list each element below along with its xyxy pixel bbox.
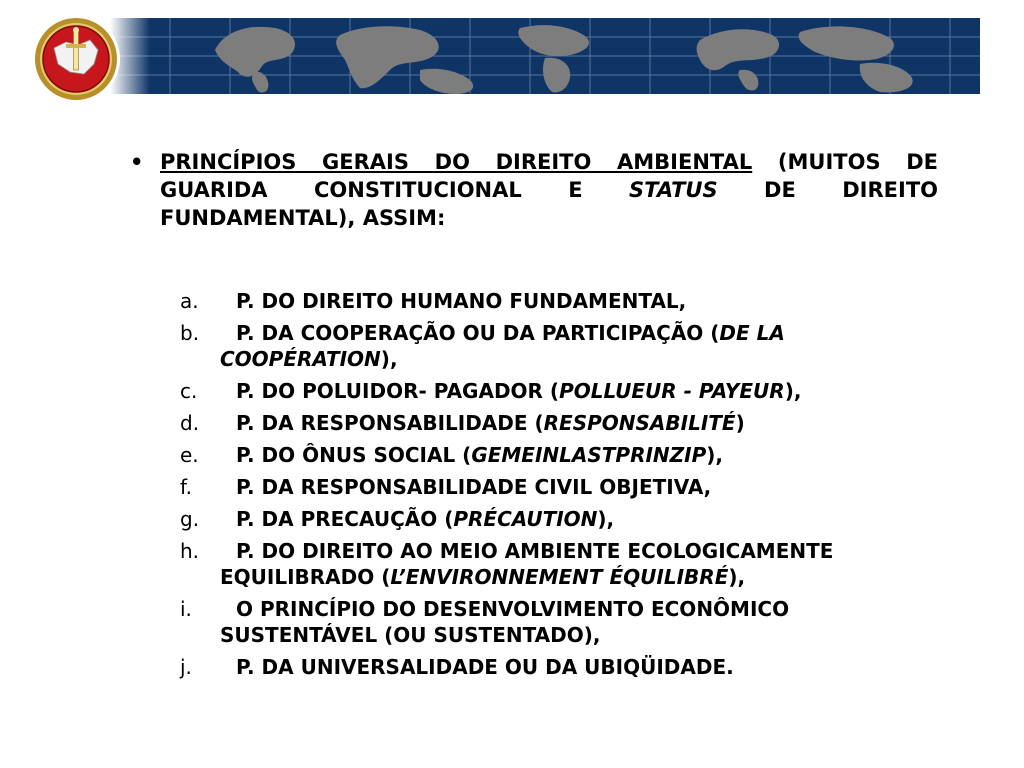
list-marker: g. <box>180 507 200 531</box>
list-item <box>180 474 950 500</box>
list-item <box>180 442 950 468</box>
list-item-text: P. DO DIREITO HUMANO FUNDAMENTAL, <box>236 289 687 313</box>
header-banner <box>0 0 1024 110</box>
list-item-text: P. DA RESPONSABILIDADE (RESPONSABILITÉ) <box>236 411 745 435</box>
list-item <box>180 288 950 314</box>
heading-text <box>160 148 938 232</box>
principles-list <box>180 288 950 686</box>
list-marker: a. <box>180 289 199 313</box>
list-item <box>180 378 950 404</box>
list-marker: c. <box>180 379 198 403</box>
list-marker: h. <box>180 539 200 563</box>
list-marker: f. <box>180 475 192 499</box>
list-item-text: P. DO DIREITO AO MEIO AMBIENTE ECOLOGICAMENTE EQUILIBRADO (L’ENVIRONNEMENT ÉQUILIBRÉ), <box>220 539 834 589</box>
bullet-glyph: • <box>130 150 144 174</box>
list-item-text: O PRINCÍPIO DO DESENVOLVIMENTO ECONÔMICO SUSTENTÁVEL (OU SUSTENTADO), <box>220 597 790 647</box>
list-item-text: P. DA PRECAUÇÃO (PRÉCAUTION), <box>236 507 615 531</box>
list-item-text: P. DA COOPERAÇÃO OU DA PARTICIPAÇÃO (DE LA COOPÉRATION), <box>220 321 785 371</box>
heading-part3: DE DIREITO FUNDAMENTAL), ASSIM: <box>160 178 939 230</box>
list-item-text: P. DO ÔNUS SOCIAL (GEMEINLASTPRINZIP), <box>236 443 723 467</box>
list-marker: b. <box>180 321 200 345</box>
list-item <box>180 506 950 532</box>
list-item <box>180 410 950 436</box>
list-marker: i. <box>180 597 192 621</box>
list-item-text: P. DO POLUIDOR- PAGADOR (POLLUEUR - PAYEUR), <box>236 379 802 403</box>
list-item <box>180 596 950 648</box>
heading-status-word: STATUS <box>629 178 718 202</box>
list-marker: d. <box>180 411 200 435</box>
list-item-text: P. DA UNIVERSALIDADE OU DA UBIQÜIDADE. <box>236 655 734 679</box>
list-item-text: P. DA RESPONSABILIDADE CIVIL OBJETIVA, <box>236 475 712 499</box>
list-marker: e. <box>180 443 199 467</box>
list-marker: j. <box>180 655 192 679</box>
heading-underlined: PRINCÍPIOS GERAIS DO DIREITO AMBIENTAL <box>160 150 753 174</box>
seal-emblem <box>32 15 120 103</box>
list-item <box>180 320 950 372</box>
main-content <box>130 148 938 232</box>
heading-part2: (MUITOS DE GUARIDA CONSTITUCIONAL E <box>160 150 939 202</box>
list-item <box>180 538 950 590</box>
heading-bullet <box>130 148 938 232</box>
world-map-banner <box>0 0 1024 110</box>
list-item <box>180 654 950 680</box>
